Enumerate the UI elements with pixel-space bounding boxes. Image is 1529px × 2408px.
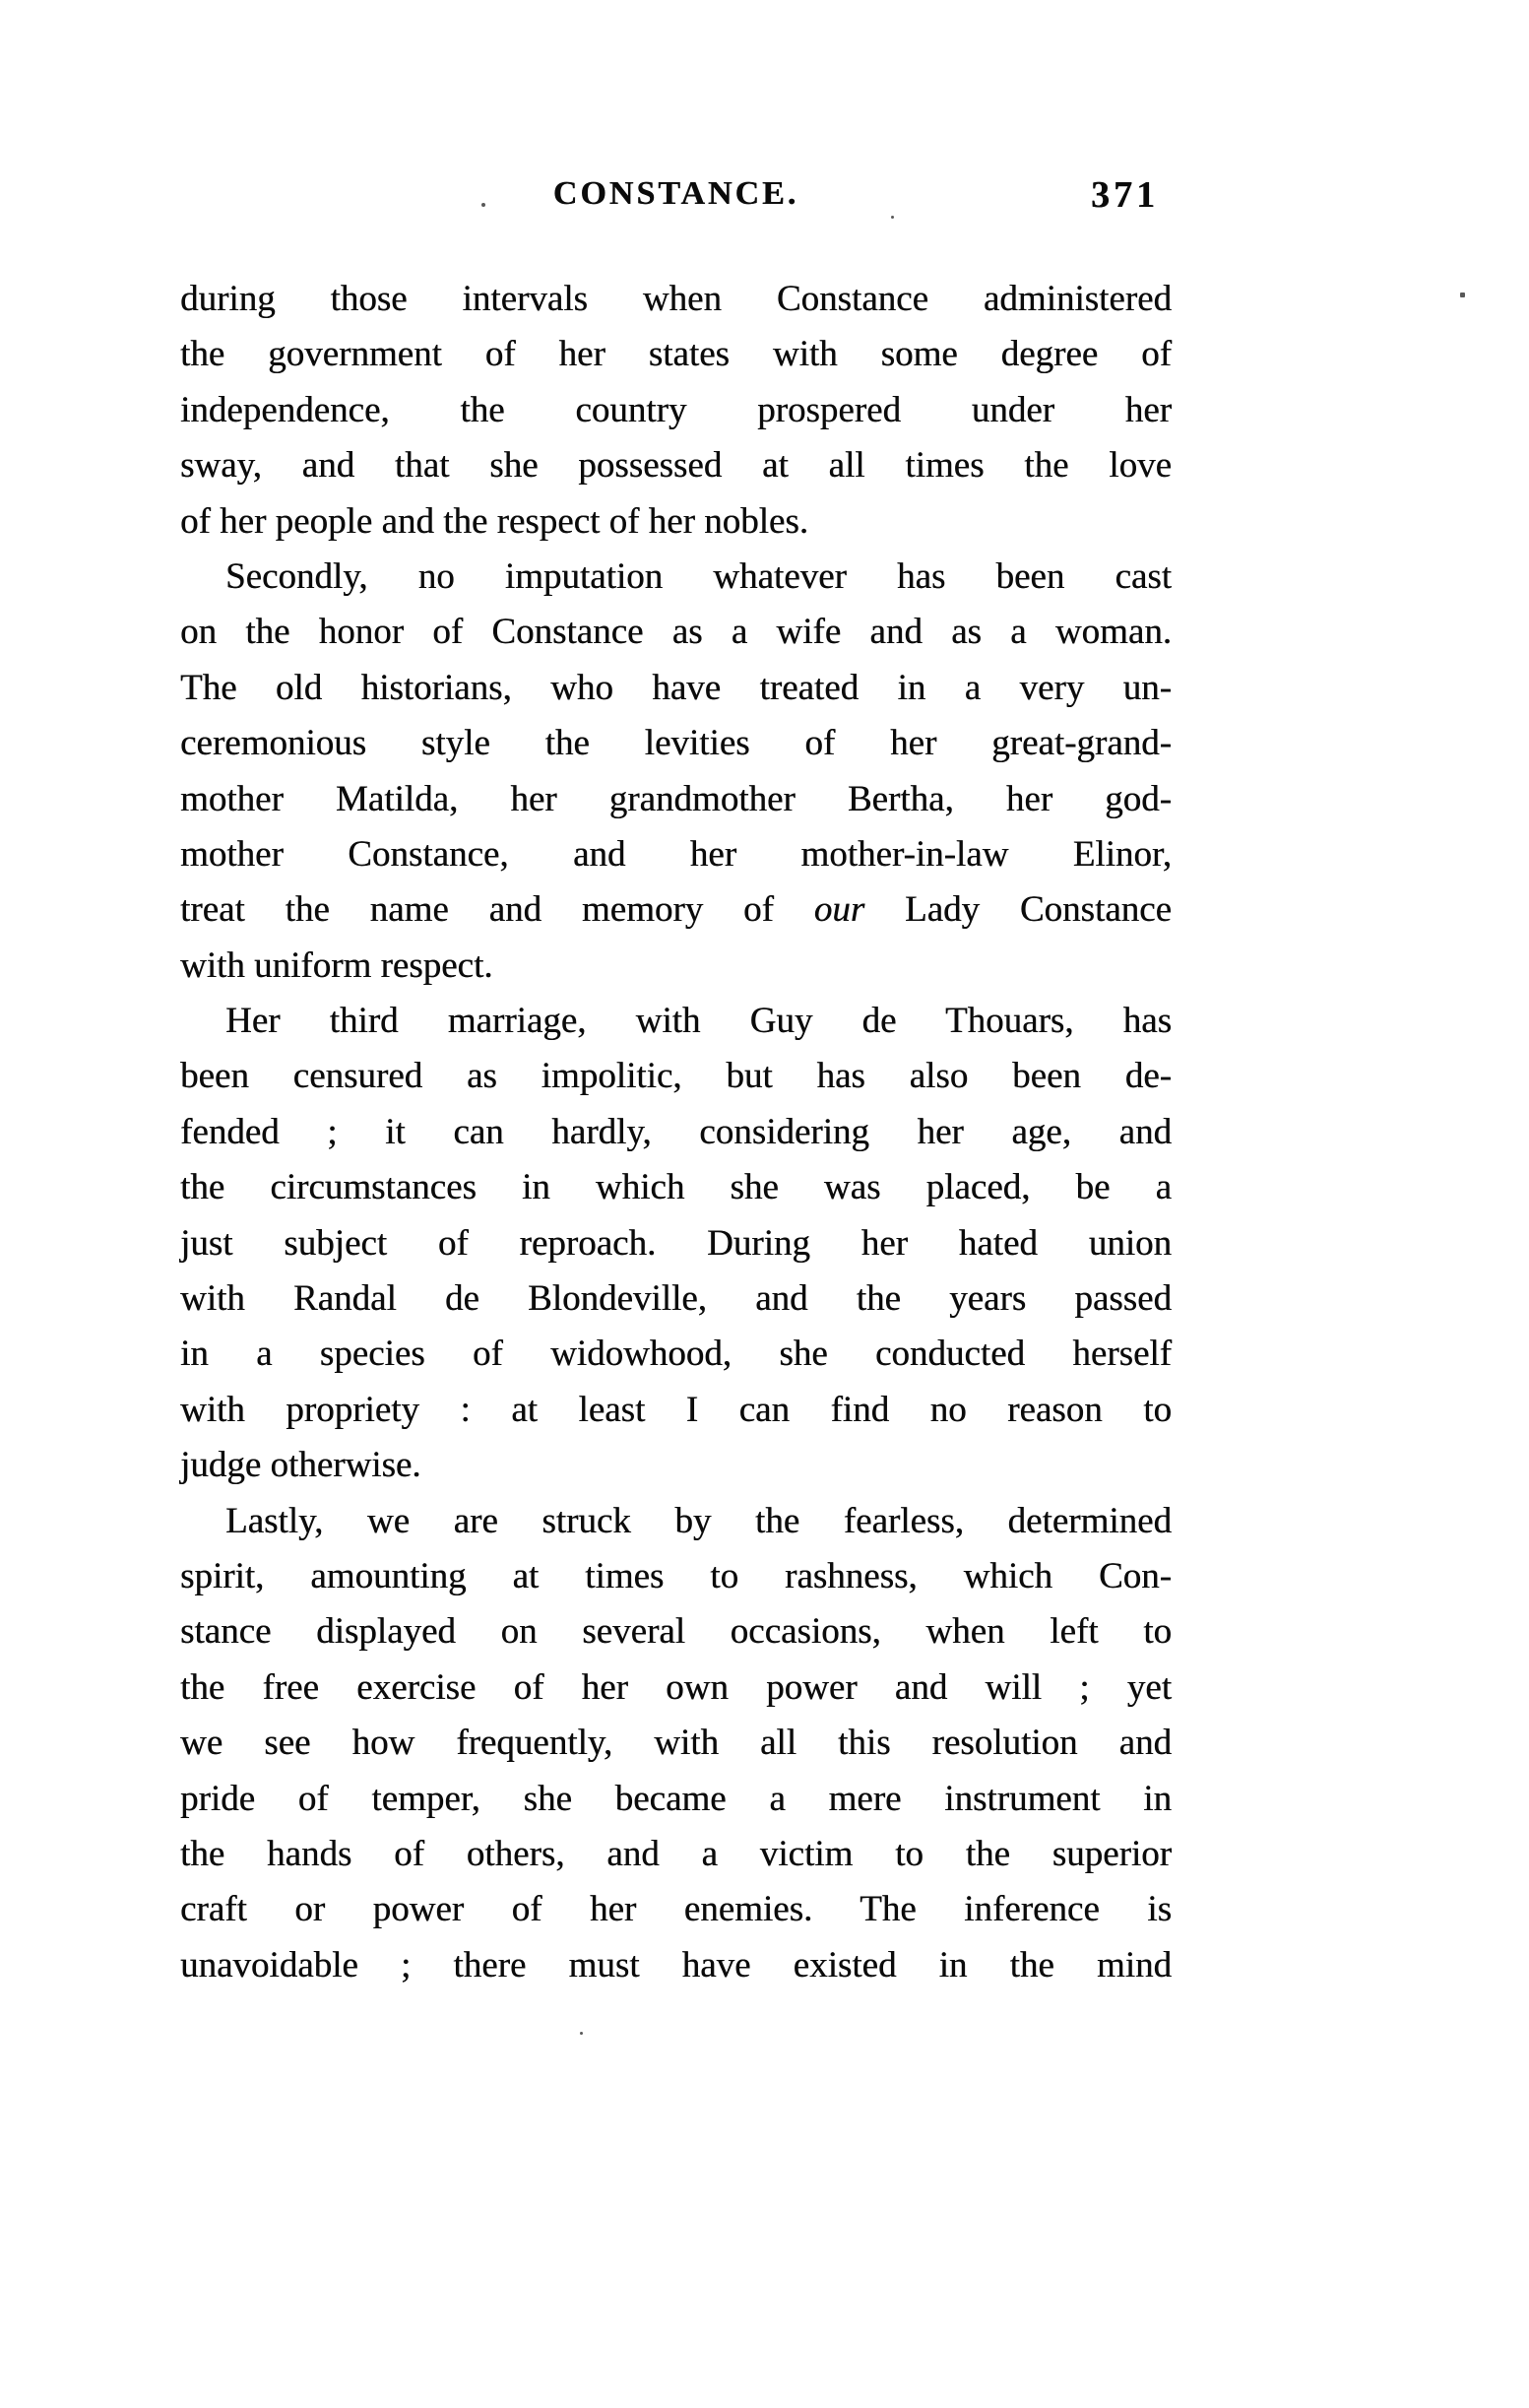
text-segment: Secondly, no imputation whatever has been cast [225, 555, 1172, 597]
text-line [180, 550, 1172, 605]
text-line [180, 827, 1172, 882]
text-segment: Her third marriage, with Guy de Thouars, has [225, 1001, 1172, 1042]
text-line [180, 716, 1172, 771]
text-line [180, 1938, 1172, 1993]
text-segment: The old historians, who have treated in a very un- [180, 667, 1172, 708]
ink-speck [580, 2032, 583, 2035]
text-line [180, 1160, 1172, 1215]
paragraph [180, 550, 1172, 994]
italic-text: our [813, 889, 865, 931]
text-segment: with uniform respect. [180, 944, 493, 986]
text-line [180, 1383, 1172, 1438]
text-segment: we see how frequently, with all this resolution and [180, 1723, 1172, 1764]
ink-speck [891, 216, 894, 219]
text-line [180, 1772, 1172, 1827]
text-segment: fended ; it can hardly, considering her age, and [180, 1111, 1172, 1152]
paragraph [180, 994, 1172, 1494]
text-line [180, 1271, 1172, 1327]
text-segment: Lady Constance [864, 889, 1172, 931]
text-line [180, 772, 1172, 827]
text-line [180, 1438, 1172, 1493]
text-segment: craft or power of her enemies. The inference is [180, 1889, 1172, 1930]
text-segment: independence, the country prospered under her [180, 389, 1172, 430]
text-line [180, 1216, 1172, 1271]
text-line [180, 494, 1172, 550]
text-segment: in a species of widowhood, she conducted herself [180, 1334, 1172, 1375]
text-segment: judge otherwise. [180, 1445, 421, 1486]
text-segment: treat the name and memory of [180, 889, 814, 931]
text-segment: stance displayed on several occasions, when left to [180, 1611, 1172, 1653]
text-line [180, 1049, 1172, 1104]
text-segment: sway, and that she possessed at all times the love [180, 445, 1172, 487]
text-line [180, 272, 1172, 327]
text-segment: mother Constance, and her mother-in-law Elinor, [180, 833, 1172, 875]
paragraph [180, 272, 1172, 550]
text-segment: spirit, amounting at times to rashness, which Con- [180, 1555, 1172, 1596]
page-number: 371 [1091, 174, 1159, 216]
text-line [180, 1604, 1172, 1660]
text-line [180, 327, 1172, 382]
text-line [180, 1494, 1172, 1549]
text-line [180, 1549, 1172, 1604]
text-line [180, 1660, 1172, 1716]
text-line [180, 605, 1172, 660]
text-segment: unavoidable ; there must have existed in the mind [180, 1944, 1172, 1985]
text-segment: on the honor of Constance as a wife and as a woman. [180, 612, 1172, 653]
text-segment: been censured as impolitic, but has also been de- [180, 1056, 1172, 1097]
text-segment: with Randal de Blondeville, and the years passed [180, 1278, 1172, 1320]
paragraph [180, 1494, 1172, 1994]
text-segment: the hands of others, and a victim to the superior [180, 1833, 1172, 1874]
ink-speck [481, 203, 485, 207]
text-line [180, 661, 1172, 716]
text-line [180, 1105, 1172, 1160]
ink-speck [1460, 293, 1465, 297]
text-line [180, 438, 1172, 493]
text-line [180, 939, 1172, 994]
text-segment: the free exercise of her own power and will ; yet [180, 1666, 1172, 1708]
text-segment: the circumstances in which she was placed, be a [180, 1167, 1172, 1208]
text-segment: just subject of reproach. During her hated union [180, 1222, 1172, 1264]
text-segment: Lastly, we are struck by the fearless, determined [225, 1500, 1172, 1541]
text-line [180, 1827, 1172, 1882]
text-line [180, 383, 1172, 438]
text-segment: during those intervals when Constance administered [180, 279, 1172, 319]
text-line [180, 1716, 1172, 1771]
running-head [180, 175, 1172, 213]
page-body [180, 272, 1172, 1993]
text-line [180, 1327, 1172, 1382]
text-segment: the government of her states with some degree of [180, 334, 1172, 375]
page-title: CONSTANCE. [552, 175, 799, 212]
text-segment: with propriety : at least I can find no reason to [180, 1389, 1172, 1430]
text-line [180, 994, 1172, 1049]
text-segment: pride of temper, she became a mere instrument in [180, 1778, 1172, 1819]
text-segment: ceremonious style the levities of her great-grand- [180, 723, 1172, 764]
text-segment: of her people and the respect of her nobles. [180, 500, 808, 542]
text-line [180, 882, 1172, 938]
text-line [180, 1882, 1172, 1937]
text-segment: mother Matilda, her grandmother Bertha, her god- [180, 778, 1172, 819]
